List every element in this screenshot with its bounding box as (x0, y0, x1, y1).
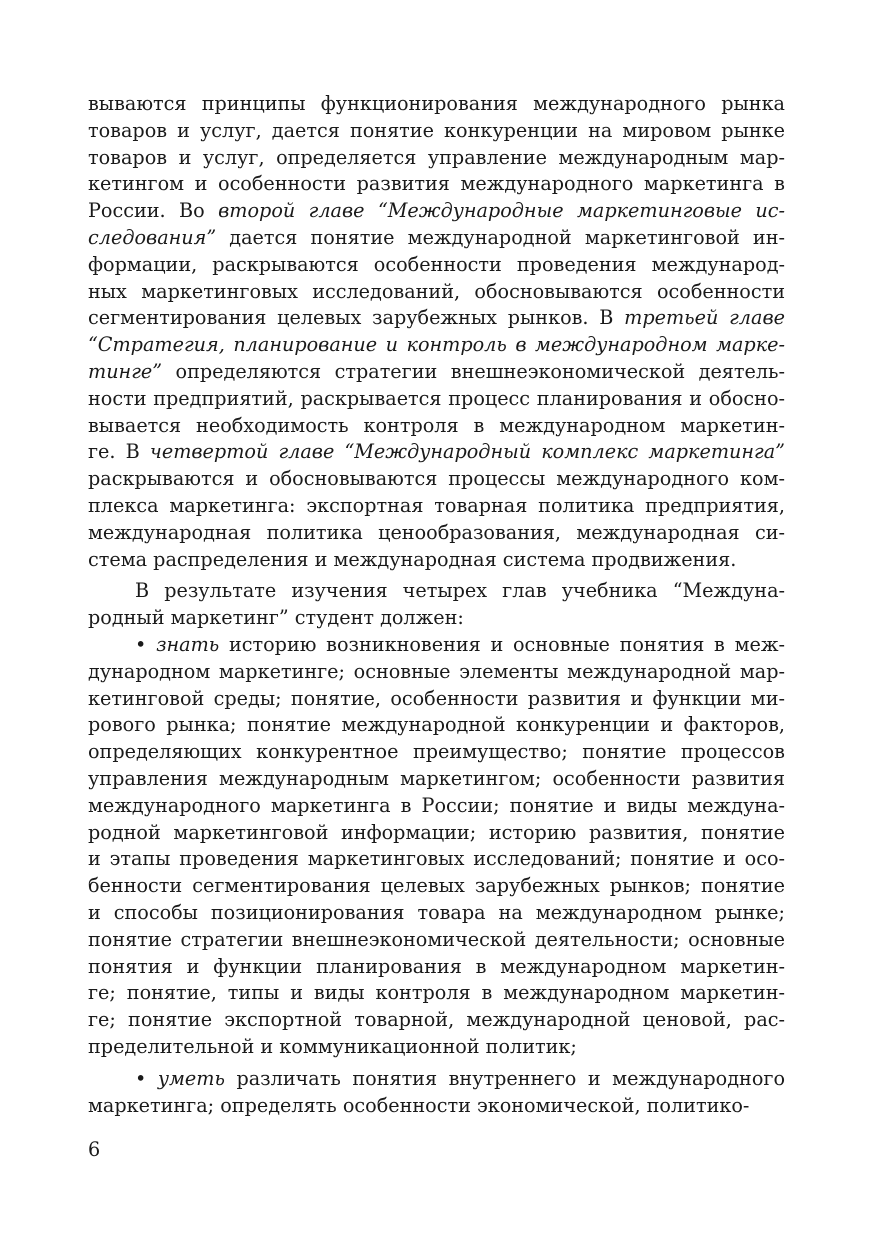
text-line (88, 819, 785, 846)
text-run: управления международным маркетингом; особенности развития (88, 767, 785, 790)
italic-text: знать (156, 633, 220, 656)
text-run: родный маркетинг” студент должен: (88, 605, 464, 629)
text-line (135, 1065, 785, 1092)
text-run: ге; понятие, типы и виды контроля в международном маркетин- (88, 981, 785, 1005)
text-line (88, 358, 785, 385)
text-run: • (135, 633, 157, 656)
text-line (88, 492, 785, 519)
text-run: дународном маркетинге; основные элементы международной мар- (88, 659, 785, 683)
text-line (88, 385, 785, 412)
text-run: раскрываются и обосновываются процессы международного ком- (88, 467, 785, 491)
text-run: ных маркетинговых исследований, обосновываются особенности (88, 279, 785, 303)
text-run: и этапы проведения маркетинговых исследований; понятие и осо- (88, 847, 785, 871)
text-run: бенности сегментирования целевых зарубежных рынков; понятие (88, 874, 785, 898)
text-line (88, 979, 785, 1006)
text-line (88, 465, 785, 492)
text-line (88, 90, 785, 117)
text-line (88, 331, 785, 358)
text-run: понятие стратегии внешнеэкономической деятельности; основные (88, 927, 785, 951)
text-line (88, 899, 785, 926)
italic-text: третьей главе (624, 306, 785, 330)
text-run: вываются принципы функционирования международного рынка (88, 92, 785, 115)
text-run: товаров и услуг, дается понятие конкуренции на мировом рынке (88, 118, 785, 142)
text-run: определяются стратегии внешнеэкономической деятель- (162, 360, 785, 383)
text-run: пределительной и коммуникационной политик; (88, 1035, 577, 1058)
text-run: международного маркетинга в России; понятие и виды междуна- (88, 793, 785, 817)
text-line (88, 144, 785, 171)
text-line (88, 519, 785, 546)
text-line (135, 577, 785, 604)
text-run: В результате изучения четырех глав учебника “Междуна- (135, 579, 785, 602)
italic-text: второй главе “Международные маркетинговые ис- (218, 199, 786, 223)
text-line (88, 1006, 785, 1033)
text-run: ге. В (88, 440, 150, 464)
text-run: международная политика ценообразования, международная си- (88, 520, 785, 544)
text-run: плекса маркетинга: экспортная товарная политика предприятия, (88, 494, 785, 517)
text-line (88, 711, 785, 738)
text-line (88, 685, 785, 712)
italic-text: уметь (157, 1067, 225, 1090)
text-line (88, 117, 785, 144)
text-run: стема распределения и международная система продвижения. (88, 547, 737, 571)
text-line (88, 438, 785, 465)
text-line (88, 738, 785, 765)
text-line (88, 412, 785, 439)
page-number: 6 (88, 1138, 101, 1161)
italic-text: четвертой главе “Международный комплекс маркетинга” (149, 440, 785, 464)
text-run: маркетинга; определять особенности экономической, политико- (88, 1094, 750, 1117)
text-run: определяющих конкурентное преимущество; понятие процессов (88, 740, 785, 764)
text-line (88, 1033, 785, 1060)
text-line (88, 604, 785, 631)
text-run: ности предприятий, раскрывается процесс планирования и обосно- (88, 386, 785, 410)
italic-text: следования” (88, 226, 217, 249)
text-line (88, 792, 785, 819)
text-line (88, 278, 785, 305)
text-run: кетингом и особенности развития международного маркетинга в (88, 172, 785, 196)
italic-text: “Стратегия, планирование и контроль в международном марке- (88, 333, 785, 357)
text-run: родной маркетинговой информации; историю развития, понятие (88, 820, 785, 844)
text-run: и способы позиционирования товара на международном рынке; (88, 901, 785, 924)
text-run: сегментирования целевых зарубежных рынков. В (88, 306, 625, 330)
text-run: рового рынка; понятие международной конкуренции и факторов, (88, 713, 785, 737)
text-run: кетинговой среды; понятие, особенности развития и функции ми- (88, 686, 785, 710)
text-run: различать понятия внутреннего и международного (224, 1067, 785, 1090)
text-line (88, 1092, 785, 1119)
text-run: историю возникновения и основные понятия в меж- (219, 633, 786, 656)
text-run: ге; понятие экспортной товарной, международной ценовой, рас- (88, 1008, 785, 1032)
text-line (88, 765, 785, 792)
text-run: дается понятие международной маркетинговой ин- (216, 226, 785, 249)
text-run: вывается необходимость контроля в международном маркетин- (88, 413, 785, 437)
text-line (88, 546, 785, 573)
text-line (88, 251, 785, 278)
text-line (88, 197, 785, 224)
text-run: товаров и услуг, определяется управление международным мар- (88, 145, 785, 169)
text-line (88, 953, 785, 980)
text-line (88, 224, 785, 251)
italic-text: тинге” (88, 360, 163, 383)
text-line (88, 845, 785, 872)
text-line (88, 926, 785, 953)
text-line (88, 872, 785, 899)
text-line (88, 304, 785, 331)
text-line (135, 631, 785, 658)
text-line (88, 658, 785, 685)
text-run: формации, раскрываются особенности проведения международ- (88, 252, 785, 276)
text-run: понятия и функции планирования в международном маркетин- (88, 954, 785, 978)
text-line (88, 170, 785, 197)
text-run: • (135, 1067, 158, 1090)
text-run: России. Во (88, 199, 219, 223)
